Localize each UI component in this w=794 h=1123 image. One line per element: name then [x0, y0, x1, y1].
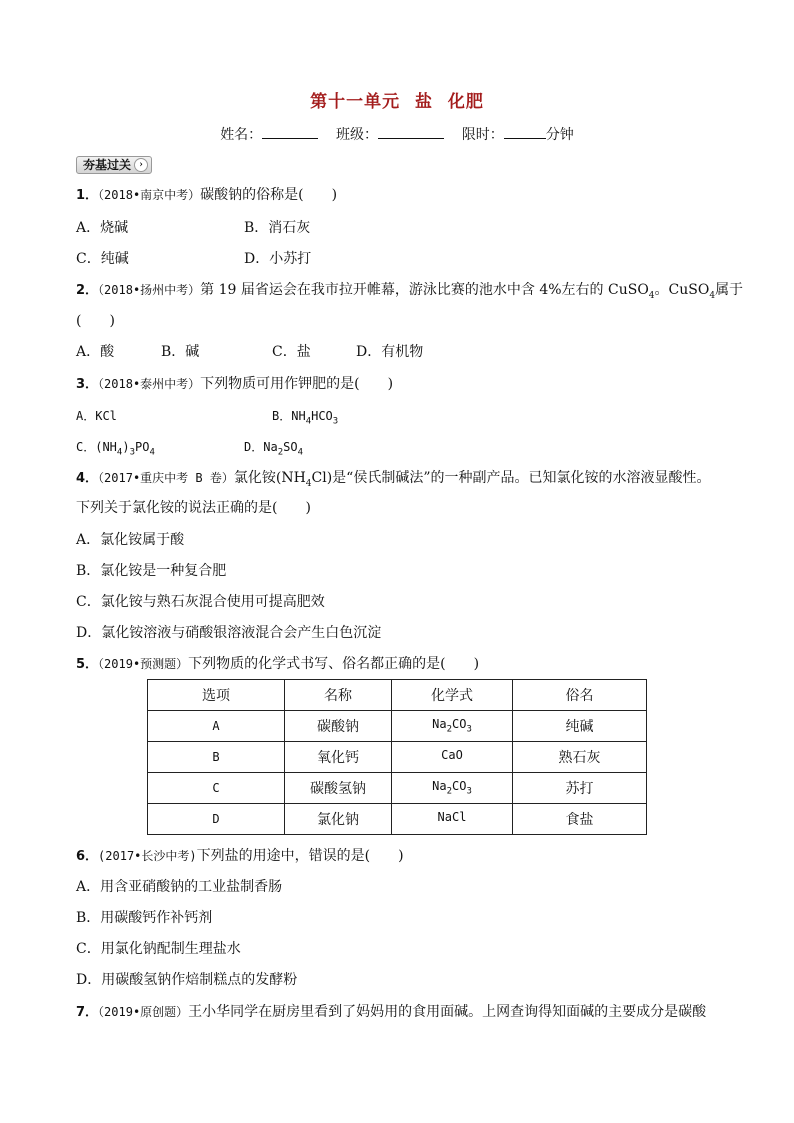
table-header: 俗名: [513, 680, 647, 711]
question-3: [76, 375, 393, 394]
subscript: 2: [277, 447, 284, 458]
q2-option-a: A．酸: [76, 344, 115, 360]
table-cell: D: [148, 804, 285, 835]
chevron-right-icon: ›: [134, 158, 148, 172]
q4-option-d: D．氯化铵溶液与硝酸银溶液混合会产生白色沉淀: [76, 625, 382, 641]
subscript: 4: [305, 416, 312, 427]
question-source: （2018•泰州中考）: [98, 377, 201, 391]
title-topic-fertilizer: 化肥: [447, 92, 484, 112]
question-1: [76, 186, 337, 205]
table-cell: 食盐: [513, 804, 647, 835]
question-source: (2017•长沙中考): [98, 849, 197, 863]
class-label: 班级：: [336, 127, 378, 143]
table-header-row: [148, 680, 647, 711]
q6-option-b: B．用碳酸钙作补钙剂: [76, 910, 213, 926]
subscript: 2: [446, 786, 452, 797]
table-cell: 苏打: [513, 773, 647, 804]
section-badge-label: 夯基过关: [83, 158, 132, 172]
formula-part: Na: [432, 717, 447, 732]
table-cell: C: [148, 773, 285, 804]
q1-option-a: A．烧碱: [76, 220, 129, 236]
student-info-row: [0, 124, 794, 144]
question-6: [76, 847, 404, 866]
table-header: 选项: [148, 680, 285, 711]
table-cell: 碳酸钠: [285, 711, 392, 742]
formula-part: HCO: [311, 409, 333, 423]
formula-part: B．NH: [272, 409, 306, 423]
q3-option-a: A．KCl: [76, 409, 117, 423]
table-cell: A: [148, 711, 285, 742]
subscript: 4: [116, 447, 123, 458]
subscript: 3: [129, 447, 135, 458]
table-cell: 熟石灰: [513, 742, 647, 773]
table-cell-formula: [392, 742, 513, 773]
subscript: 3: [466, 786, 472, 797]
table-row: [148, 742, 647, 773]
page-title: [0, 87, 794, 112]
table-cell: 氧化钙: [285, 742, 392, 773]
q6-option-d: D．用碳酸氢钠作焙制糕点的发酵粉: [76, 972, 298, 988]
formula-part: Na: [432, 779, 447, 794]
table-row: [148, 804, 647, 835]
answer-table: [147, 679, 647, 835]
question-source: （2019•原创题）: [98, 1005, 189, 1019]
q3-option-c: [76, 438, 155, 461]
q3-option-b: [272, 407, 338, 430]
q3-option-d: [244, 438, 303, 461]
q1-option-b: B．消石灰: [244, 220, 311, 236]
question-stem: 下列物质可用作钾肥的是( ): [200, 376, 394, 392]
question-number: 2．: [76, 283, 99, 298]
subscript: 3: [466, 724, 472, 735]
subscript: 3: [332, 416, 339, 427]
formula-part: SO: [283, 440, 298, 454]
q6-option-a: A．用含亚硝酸钠的工业盐制香肠: [76, 879, 283, 895]
formula-part: D．Na: [244, 440, 278, 454]
question-stem: 王小华同学在厨房里看到了妈妈用的食用面碱。上网查询得知面碱的主要成分是碳酸: [188, 1004, 707, 1020]
question-5: [76, 655, 479, 674]
question-stem: 。CuSO: [654, 282, 710, 298]
q1-option-c: C．纯碱: [76, 251, 129, 267]
question-stem: 下列物质的化学式书写、俗名都正确的是( ): [188, 656, 480, 672]
q2-option-b: B．碱: [161, 344, 200, 360]
name-blank: [262, 125, 318, 139]
table-cell-formula: [392, 773, 513, 804]
question-number: 5．: [76, 657, 99, 672]
class-blank: [378, 125, 444, 139]
formula-part: CO: [452, 779, 467, 794]
formula-part: ): [122, 440, 130, 454]
subscript: 4: [297, 447, 303, 458]
table-header: 化学式: [392, 680, 513, 711]
q1-option-d: D．小苏打: [244, 251, 312, 267]
question-7: [76, 1003, 706, 1022]
formula-part: CO: [452, 717, 467, 732]
q2-option-c: C．盐: [272, 344, 311, 360]
question-number: 1．: [76, 188, 99, 203]
subscript: 2: [446, 724, 452, 735]
subscript: 4: [648, 290, 655, 301]
question-stem: 下列盐的用途中，错误的是( ): [196, 848, 404, 864]
name-label: 姓名：: [220, 127, 263, 143]
title-unit: 第十一单元: [310, 92, 401, 112]
question-4: [76, 469, 710, 493]
question-stem: 氯化铵(NH: [233, 470, 306, 486]
question-stem: 碳酸钠的俗称是( ): [200, 187, 338, 203]
table-cell: 纯碱: [513, 711, 647, 742]
table-row: [148, 773, 647, 804]
table-cell: 碳酸氢钠: [285, 773, 392, 804]
q2-option-d: D．有机物: [356, 344, 424, 360]
table-row: [148, 711, 647, 742]
question-source: （2018•南京中考）: [98, 188, 201, 202]
q6-option-c: C．用氯化钠配制生理盐水: [76, 941, 241, 957]
q4-stem-line2: 下列关于氯化铵的说法正确的是( ): [76, 500, 311, 516]
question-stem: Cl)是“侯氏制碱法”的一种副产品。已知氯化铵的水溶液显酸性。: [311, 470, 711, 486]
q2-answer-paren: ( ): [76, 313, 115, 329]
table-header: 名称: [285, 680, 392, 711]
question-2: [76, 281, 743, 305]
formula-part: NaCl: [437, 810, 467, 825]
subscript: 4: [709, 290, 716, 301]
question-stem: 第 19 届省运会在我市拉开帷幕，游泳比赛的池水中含 4%左右的 CuSO: [200, 282, 649, 298]
subscript: 4: [305, 478, 312, 489]
time-unit: 分钟: [545, 127, 574, 143]
subscript: 4: [149, 447, 155, 458]
table-cell-formula: [392, 711, 513, 742]
question-number: 6．: [76, 849, 99, 864]
question-number: 3．: [76, 377, 99, 392]
q4-option-b: B．氯化铵是一种复合肥: [76, 563, 227, 579]
question-number: 4．: [76, 471, 99, 486]
time-label: 限时：: [461, 127, 504, 143]
question-number: 7．: [76, 1005, 99, 1020]
q4-option-a: A．氯化铵属于酸: [76, 532, 185, 548]
section-badge: [76, 156, 152, 174]
question-source: （2017•重庆中考 B 卷）: [98, 471, 234, 485]
formula-part: PO: [134, 440, 150, 454]
title-topic-salt: 盐: [415, 92, 433, 112]
formula-part: C．(NH: [76, 440, 117, 454]
table-cell-formula: [392, 804, 513, 835]
table-cell: 氯化钠: [285, 804, 392, 835]
q4-option-c: C．氯化铵与熟石灰混合使用可提高肥效: [76, 594, 325, 610]
question-source: （2018•扬州中考）: [98, 283, 201, 297]
question-stem: 属于: [715, 282, 744, 298]
question-source: （2019•预测题）: [98, 657, 189, 671]
table-cell: B: [148, 742, 285, 773]
time-blank: [504, 125, 546, 139]
formula-part: CaO: [441, 748, 463, 763]
